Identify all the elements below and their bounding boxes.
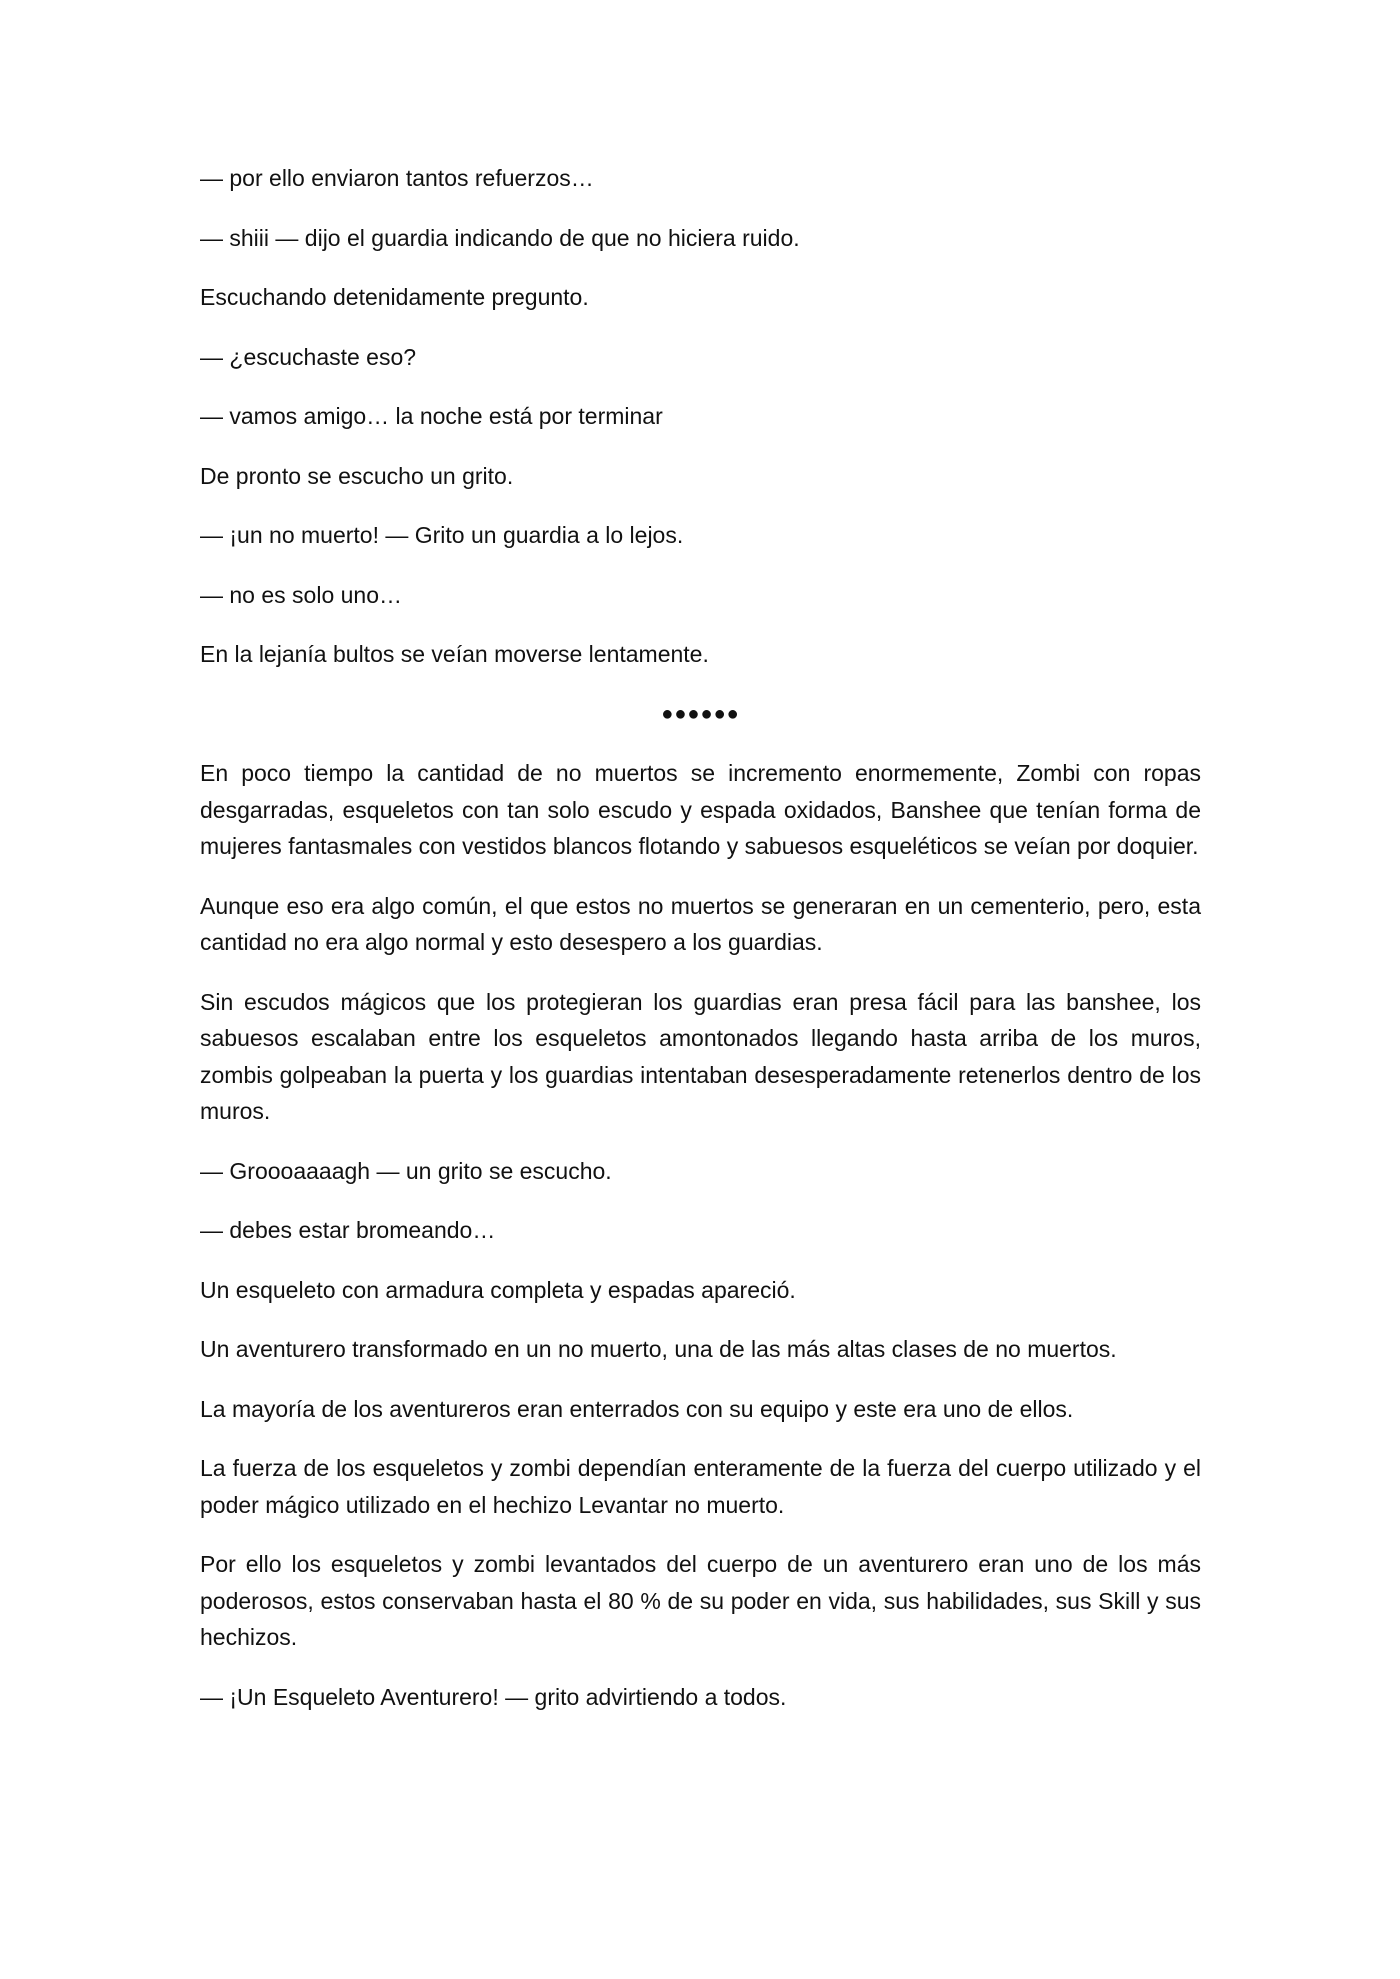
paragraph: La fuerza de los esqueletos y zombi dependían enteramente de la fuerza del cuerpo utilizado y el poder mágico utilizado en el hechizo Levantar no muerto. xyxy=(200,1455,1201,1518)
paragraph: De pronto se escucho un grito. xyxy=(200,462,514,489)
document-page xyxy=(200,160,1201,1738)
paragraph: — no es solo uno… xyxy=(200,581,403,608)
paragraph: — debes estar bromeando… xyxy=(200,1217,496,1243)
paragraph: Sin escudos mágicos que los protegieran los guardias eran presa fácil para las banshee, los sabuesos escalaban entre los esqueletos amontonados llegando hasta arriba de los muros, zombis golpeaban la puerta y los guardias intentaban desesperadamente retenerlos dentro de los muros. xyxy=(200,988,1201,1124)
paragraph: Un esqueleto con armadura completa y espadas apareció. xyxy=(200,1276,796,1303)
scene-separator: ●●●●●● xyxy=(661,702,740,725)
paragraph: — ¿escuchaste eso? xyxy=(200,343,417,370)
paragraph: Escuchando detenidamente pregunto. xyxy=(200,284,589,310)
paragraph: — ¡Un Esqueleto Aventurero! — grito advirtiendo a todos. xyxy=(200,1683,787,1710)
paragraph: — ¡un no muerto! — Grito un guardia a lo lejos. xyxy=(200,522,684,548)
paragraph: Aunque eso era algo común, el que estos no muertos se generaran en un cementerio, pero, esta cantidad no era algo normal y esto desespero a los guardias. xyxy=(200,892,1201,955)
paragraph: Por ello los esqueletos y zombi levantados del cuerpo de un aventurero eran uno de los más poderosos, estos conservaban hasta el 80 % de su poder en vida, sus habilidades, sus Skill y sus hechizos. xyxy=(200,1551,1201,1650)
paragraph: En la lejanía bultos se veían moverse lentamente. xyxy=(200,641,709,667)
paragraph: — vamos amigo… la noche está por terminar xyxy=(200,403,663,429)
paragraph: — shiii — dijo el guardia indicando de que no hiciera ruido. xyxy=(200,224,800,251)
paragraph: La mayoría de los aventureros eran enterrados con su equipo y este era uno de ellos. xyxy=(200,1395,1074,1422)
paragraph: En poco tiempo la cantidad de no muertos se incremento enormemente, Zombi con ropas desgarradas, esqueletos con tan solo escudo y espada oxidados, Banshee que tenían forma de mujeres fantasmales con vestidos blancos flotando y sabuesos esqueléticos se veían por doquier. xyxy=(200,760,1201,859)
paragraph: Un aventurero transformado en un no muerto, una de las más altas clases de no muertos. xyxy=(200,1336,1117,1362)
paragraph: — por ello enviaron tantos refuerzos… xyxy=(200,165,594,191)
paragraph: — Groooaaaagh — un grito se escucho. xyxy=(200,1157,612,1184)
